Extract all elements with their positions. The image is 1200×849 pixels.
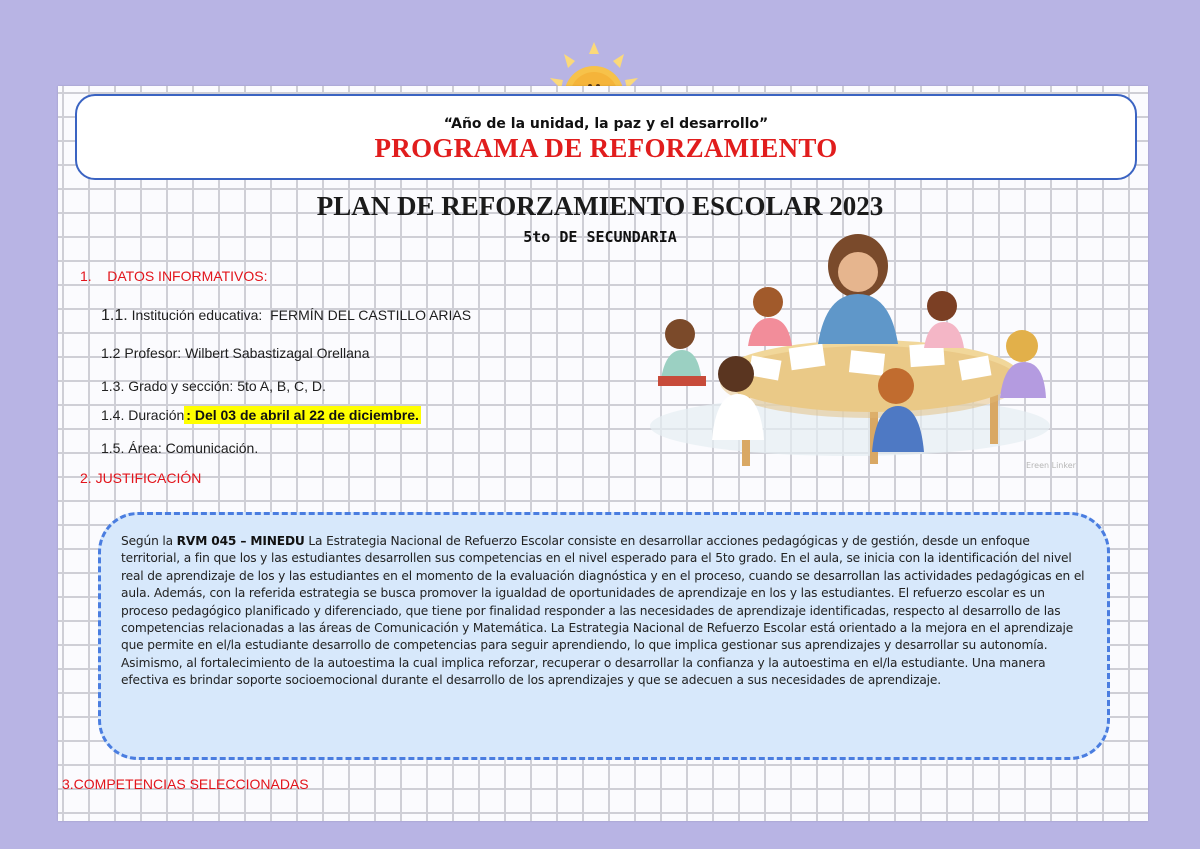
info-item-number: 1.5. xyxy=(101,440,125,456)
info-item-number: 1.2 xyxy=(101,345,121,361)
section-heading-datos-informativos: 1. DATOS INFORMATIVOS: xyxy=(80,268,268,284)
info-item-area xyxy=(101,440,258,456)
plan-title: PLAN DE REFORZAMIENTO ESCOLAR 2023 xyxy=(316,191,884,221)
classroom-illustration xyxy=(640,226,1076,486)
info-item-label: Profesor: xyxy=(120,345,186,361)
info-item-grado xyxy=(101,378,326,394)
illustration-signature: Ereen Linker xyxy=(1026,461,1076,470)
justification-box xyxy=(98,512,1110,760)
info-item-number: 1.3. xyxy=(101,378,125,394)
info-item-value: Comunicación. xyxy=(165,440,259,456)
year-motto: “Año de la unidad, la paz y el desarrollo” xyxy=(443,116,769,132)
rvm-reference: RVM 045 – MINEDU xyxy=(176,534,305,548)
duration-highlight: : Del 03 de abril al 22 de diciembre. xyxy=(186,407,419,423)
info-item-profesor xyxy=(101,345,369,361)
header-box xyxy=(75,94,1137,180)
info-item-value: 5to A, B, C, D. xyxy=(237,378,326,394)
info-item-label: Duración xyxy=(124,407,185,423)
info-item-institucion xyxy=(101,307,471,325)
info-item-value: FERMÍN DEL CASTILLO ARIAS xyxy=(270,307,472,323)
justification-lead: Según la xyxy=(121,534,177,548)
info-item-number: 1.4. xyxy=(101,407,125,423)
info-item-label: Área: xyxy=(124,440,166,456)
info-item-label: Institución educativa: xyxy=(127,307,271,323)
info-item-value: Wilbert Sabastizagal Orellana xyxy=(185,345,370,361)
plan-subtitle: 5to DE SECUNDARIA xyxy=(523,228,677,246)
section-heading-justificacion: 2. JUSTIFICACIÓN xyxy=(80,470,202,486)
section-heading-competencias: 3.COMPETENCIAS SELECCIONADAS xyxy=(62,776,309,792)
justification-text xyxy=(121,533,1087,690)
info-item-duracion xyxy=(101,407,421,423)
info-item-number: 1.1. xyxy=(101,307,128,324)
program-title: PROGRAMA DE REFORZAMIENTO xyxy=(374,133,838,163)
justification-body: La Estrategia Nacional de Refuerzo Escolar consiste en desarrollar acciones pedagógicas y de gestión, desde un enfoque territorial, a fin que los y las estudiantes desarrollen sus competencias en el nivel esperado para el 5to grado. En el aula, se inicia con la identificación del nivel real de aprendizaje de los y las estudiantes en el momento de la evaluación diagnóstica y en el proceso, cuando se desarrollan las actividades pedagógicas en el aula. Además, con la referida estrategia se busca promover la igualdad de oportunidades de aprendizaje en los y las estudiantes. El refuerzo escolar es un proceso pedagógico planificado y diferenciado, que tiene por finalidad responder a las necesidades de aprendizaje identificadas, respecto al desarrollo de las competencias relacionadas a las áreas de Comunicación y Matemática. La Estrategia Nacional de Refuerzo Escolar está orientado a la mejora en el aprendizaje que permite en el/la estudiante desarrollo de competencias para seguir aprendiendo, lo que implica gestionar sus aprendizajes y desarrollar su autonomía. Asimismo, al fortalecimiento de la autoestima la cual implica reforzar, recuperar o desarrollar la confianza y la autoestima en el/la estudiante. Una manera efectiva es brindar soporte socioemocional durante el desarrollo de los aprendizajes y que se adecuen a sus necesidades de aprendizaje. xyxy=(121,534,1085,688)
info-item-label: Grado y sección: xyxy=(124,378,238,394)
